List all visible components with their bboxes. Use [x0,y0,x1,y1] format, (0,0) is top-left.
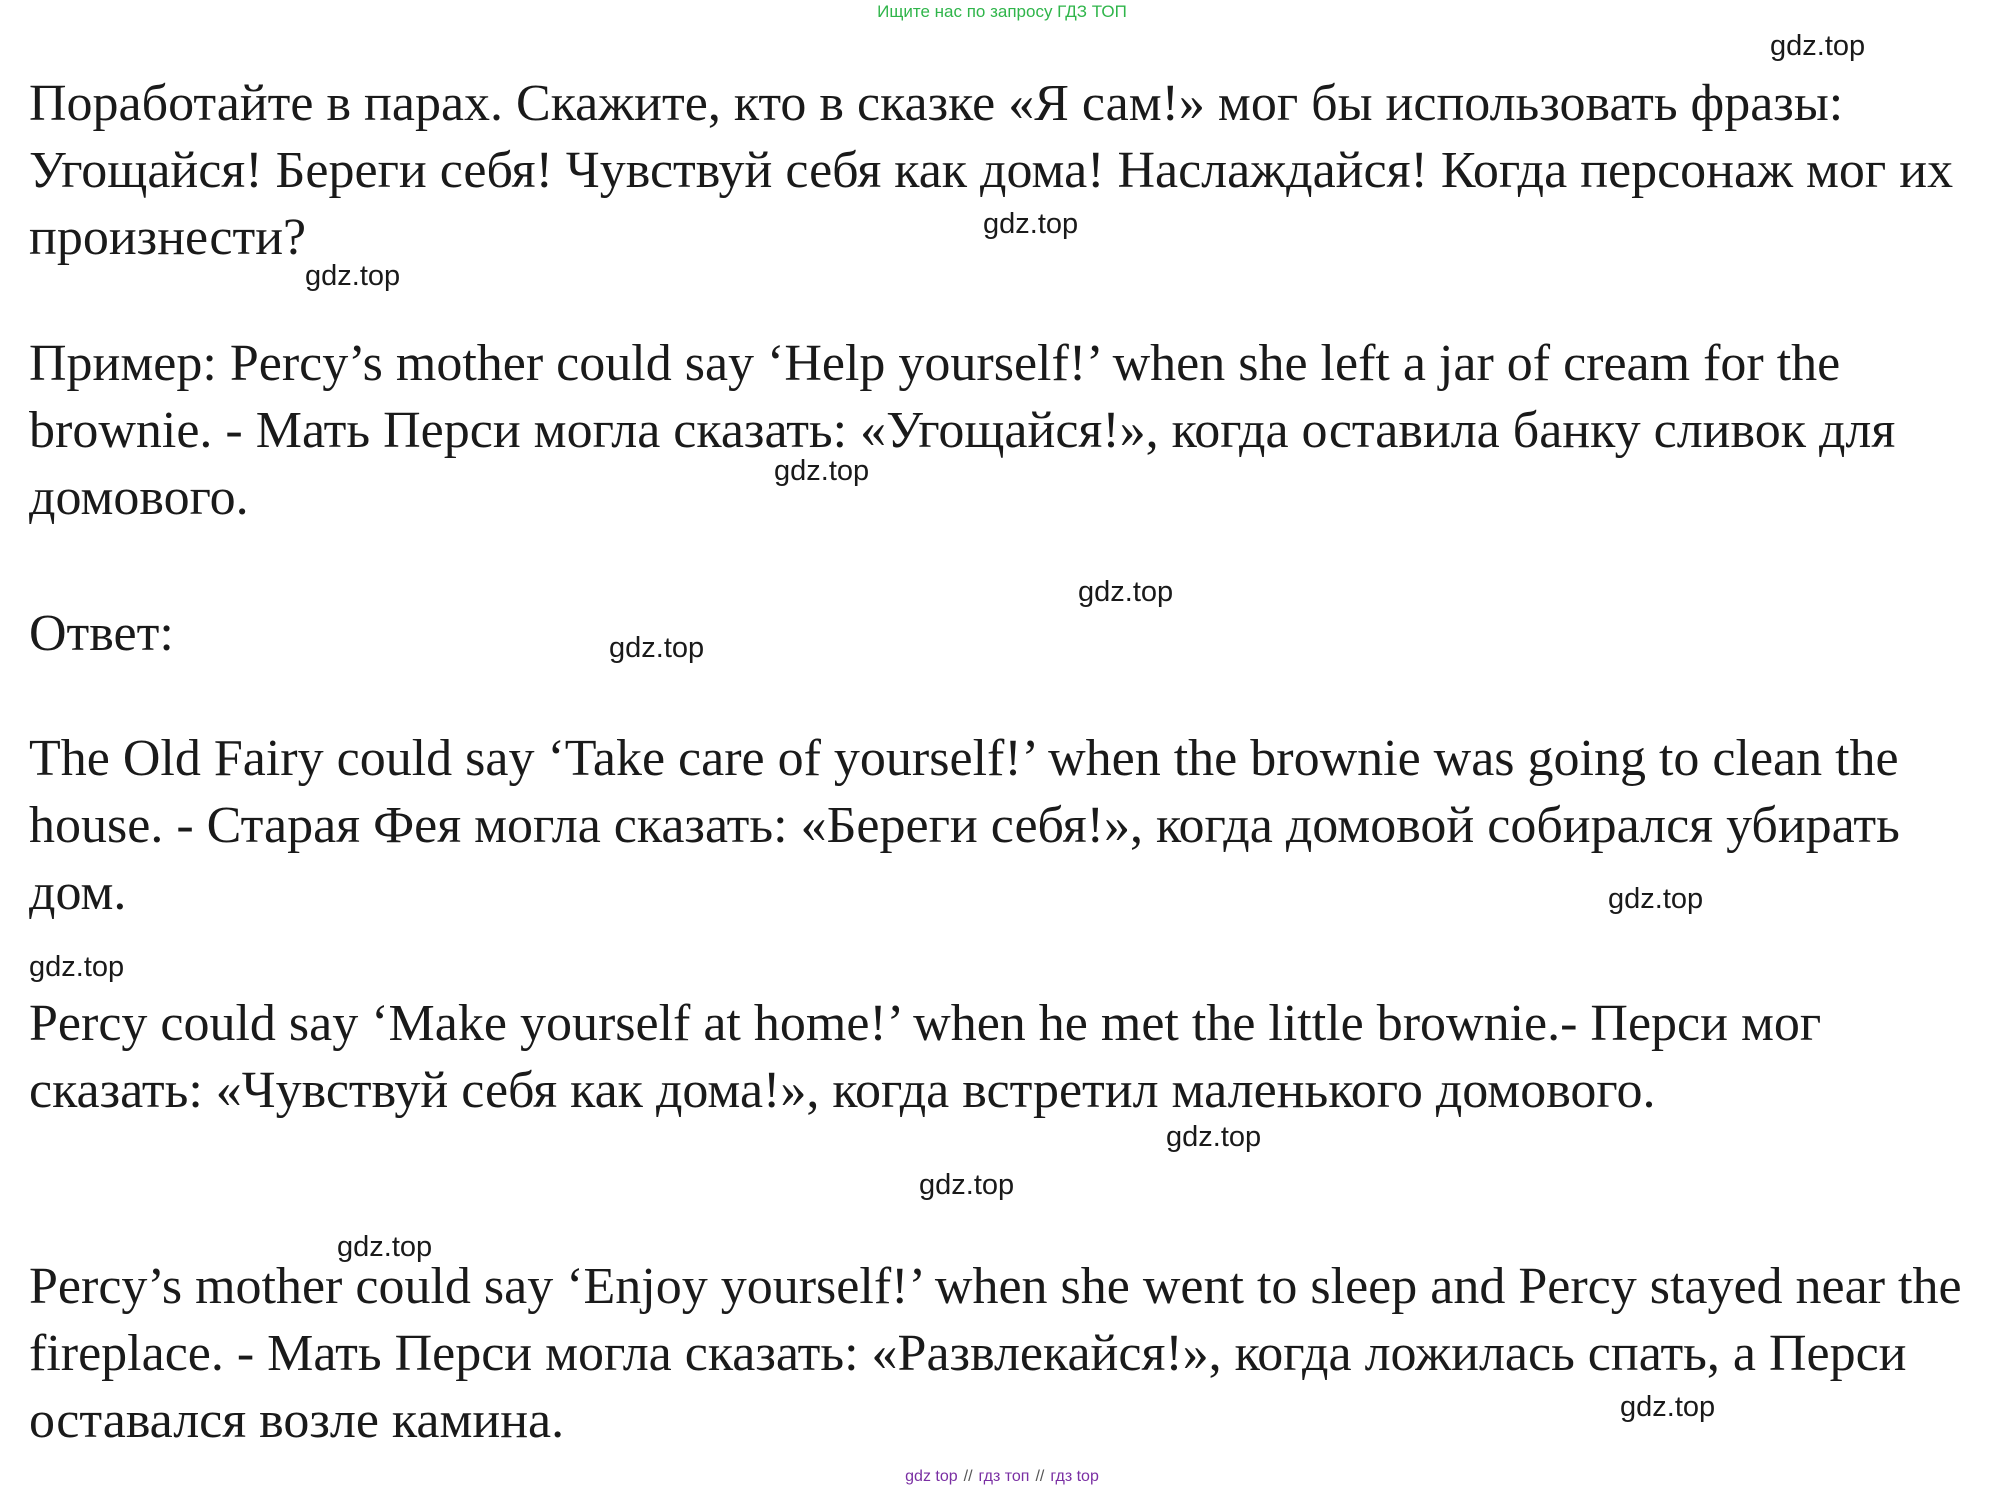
watermark: gdz.top [609,632,705,664]
footer-item: гдз top [1050,1468,1099,1485]
answer-2: Percy could say ‘Make yourself at home!’ when he met the little brownie.- Перси мог сказать: «Чувствуй себя как дома!», когда встретил маленького домового. [29,995,1822,1119]
footer [0,1468,2004,1486]
watermark: gdz.top [1078,576,1174,608]
footer-item: гдз топ [978,1468,1030,1485]
task-text: Поработайте в парах. Скажите, кто в сказке «Я сам!» мог бы использовать фразы: Угощайся! Береги себя! Чувствуй себя как дома! Наслаждайся! Когда персонаж мог их произнести? [29,75,1954,266]
watermark: gdz.top [919,1169,1015,1201]
watermark: gdz.top [305,260,401,292]
watermark: gdz.top [337,1231,433,1263]
top-banner: Ищите нас по запросу ГДЗ ТОП [877,2,1127,21]
footer-item: gdz top [905,1468,958,1485]
watermark: gdz.top [983,208,1079,240]
watermark: gdz.top [1166,1121,1262,1153]
answer-label: Ответ: [29,605,174,662]
footer-separator: // [963,1468,973,1485]
example-text: Пример: Percy’s mother could say ‘Help yourself!’ when she left a jar of cream for the brownie. - Мать Перси могла сказать: «Угощайся!», когда оставила банку сливок для домового. [29,335,1896,526]
answer-3: Percy’s mother could say ‘Enjoy yourself!’ when she went to sleep and Percy stayed near the fireplace. - Мать Перси могла сказать: «Развлекайся!», когда ложилась спать, а Перси оставался возле камина. [29,1258,1962,1449]
watermark: gdz.top [1620,1391,1716,1423]
watermark: gdz.top [1608,883,1704,915]
footer-separator: // [1035,1468,1045,1485]
watermark: gdz.top [774,455,870,487]
watermark: gdz.top [1770,30,1866,62]
answer-1: The Old Fairy could say ‘Take care of yourself!’ when the brownie was going to clean the house. - Старая Фея могла сказать: «Береги себя!», когда домовой собирался убирать дом. [29,730,1900,921]
watermark: gdz.top [29,951,125,983]
